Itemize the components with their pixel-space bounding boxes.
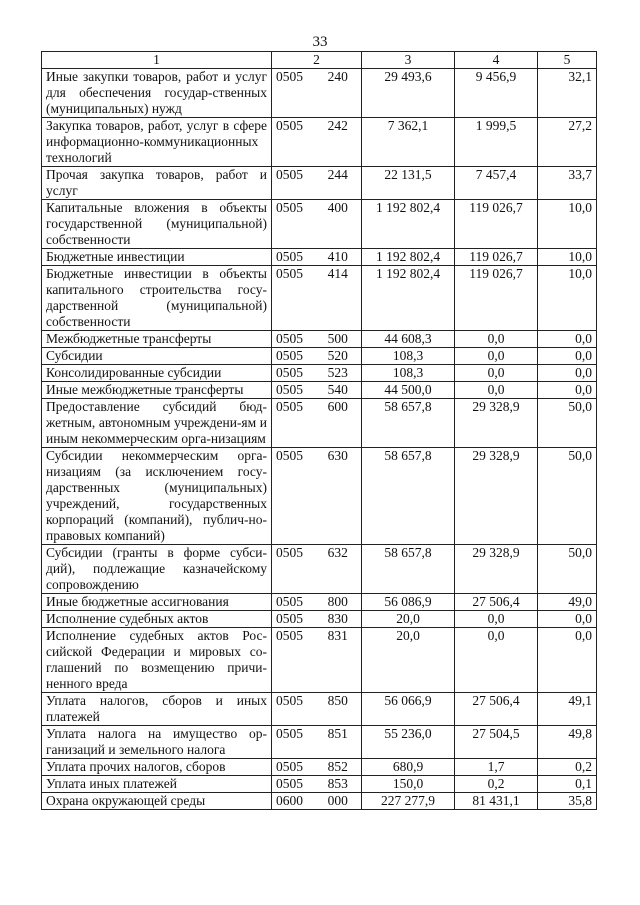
row-section: 0505 <box>272 249 315 266</box>
row-col5-percent: 0,0 <box>538 628 597 693</box>
row-expense-code: 852 <box>315 759 362 776</box>
column-number-row <box>42 52 597 69</box>
row-col4-value: 27 504,5 <box>455 726 538 759</box>
row-expense-code: 851 <box>315 726 362 759</box>
row-col4-value: 9 456,9 <box>455 69 538 118</box>
row-col3-value: 22 131,5 <box>362 167 455 200</box>
row-name: Уплата налогов, сборов и иных платежей <box>42 693 272 726</box>
row-col4-value: 29 328,9 <box>455 448 538 545</box>
row-section: 0505 <box>272 611 315 628</box>
table-row <box>42 611 597 628</box>
row-expense-code: 800 <box>315 594 362 611</box>
row-expense-code: 523 <box>315 365 362 382</box>
row-col5-percent: 10,0 <box>538 266 597 331</box>
column-header-2: 2 <box>272 52 362 69</box>
row-col5-percent: 27,2 <box>538 118 597 167</box>
row-name: Бюджетные инвестиции в объекты капитального строительства госу-дарственной (муниципальной) собственности <box>42 266 272 331</box>
row-section: 0505 <box>272 382 315 399</box>
row-name: Предоставление субсидий бюд-жетным, автономным учреждени-ям и иным некоммерческим орга-низациям <box>42 399 272 448</box>
row-section: 0505 <box>272 594 315 611</box>
row-col4-value: 0,0 <box>455 382 538 399</box>
column-header-3: 3 <box>362 52 455 69</box>
row-expense-code: 540 <box>315 382 362 399</box>
row-name: Охрана окружающей среды <box>42 793 272 810</box>
row-col3-value: 44 608,3 <box>362 331 455 348</box>
row-col5-percent: 49,8 <box>538 726 597 759</box>
row-col3-value: 1 192 802,4 <box>362 249 455 266</box>
row-name: Иные закупки товаров, работ и услуг для обеспечения государ-ственных (муниципальных) нужд <box>42 69 272 118</box>
row-col3-value: 20,0 <box>362 611 455 628</box>
row-name: Прочая закупка товаров, работ и услуг <box>42 167 272 200</box>
row-name: Иные бюджетные ассигнования <box>42 594 272 611</box>
row-name: Капитальные вложения в объекты государственной (муниципальной) собственности <box>42 200 272 249</box>
row-expense-code: 520 <box>315 348 362 365</box>
row-section: 0505 <box>272 776 315 793</box>
table-row <box>42 448 597 545</box>
row-col5-percent: 0,0 <box>538 348 597 365</box>
row-name: Уплата прочих налогов, сборов <box>42 759 272 776</box>
table-row <box>42 628 597 693</box>
row-section: 0505 <box>272 399 315 448</box>
row-col3-value: 29 493,6 <box>362 69 455 118</box>
row-section: 0505 <box>272 167 315 200</box>
row-col5-percent: 0,0 <box>538 611 597 628</box>
row-col4-value: 1 999,5 <box>455 118 538 167</box>
table-row <box>42 594 597 611</box>
row-section: 0505 <box>272 726 315 759</box>
table-row <box>42 200 597 249</box>
row-col3-value: 108,3 <box>362 365 455 382</box>
row-col5-percent: 50,0 <box>538 545 597 594</box>
row-section: 0505 <box>272 331 315 348</box>
table-row <box>42 69 597 118</box>
table-row <box>42 793 597 810</box>
row-col3-value: 227 277,9 <box>362 793 455 810</box>
row-col5-percent: 0,0 <box>538 365 597 382</box>
table-row <box>42 365 597 382</box>
column-header-5: 5 <box>538 52 597 69</box>
row-section: 0505 <box>272 545 315 594</box>
row-col3-value: 58 657,8 <box>362 399 455 448</box>
row-expense-code: 632 <box>315 545 362 594</box>
row-col3-value: 108,3 <box>362 348 455 365</box>
row-name: Исполнение судебных актов Рос-сийской Федерации и мировых со-глашений по возмещению причи-ненного вреда <box>42 628 272 693</box>
row-col5-percent: 32,1 <box>538 69 597 118</box>
row-name: Уплата налога на имущество ор-ганизаций и земельного налога <box>42 726 272 759</box>
row-col3-value: 150,0 <box>362 776 455 793</box>
row-section: 0505 <box>272 448 315 545</box>
table-row <box>42 693 597 726</box>
row-name: Консолидированные субсидии <box>42 365 272 382</box>
row-expense-code: 244 <box>315 167 362 200</box>
column-header-1: 1 <box>42 52 272 69</box>
row-col5-percent: 0,2 <box>538 759 597 776</box>
table-row <box>42 348 597 365</box>
table-row <box>42 776 597 793</box>
table-row <box>42 167 597 200</box>
row-section: 0505 <box>272 118 315 167</box>
row-col4-value: 7 457,4 <box>455 167 538 200</box>
table-row <box>42 382 597 399</box>
row-col3-value: 680,9 <box>362 759 455 776</box>
row-col4-value: 29 328,9 <box>455 545 538 594</box>
row-col4-value: 119 026,7 <box>455 266 538 331</box>
table-row <box>42 118 597 167</box>
row-col3-value: 44 500,0 <box>362 382 455 399</box>
table-row <box>42 266 597 331</box>
row-name: Уплата иных платежей <box>42 776 272 793</box>
row-col5-percent: 50,0 <box>538 399 597 448</box>
row-name: Закупка товаров, работ, услуг в сфере информационно-коммуникационных технологий <box>42 118 272 167</box>
row-expense-code: 414 <box>315 266 362 331</box>
row-expense-code: 240 <box>315 69 362 118</box>
row-section: 0505 <box>272 365 315 382</box>
row-col5-percent: 33,7 <box>538 167 597 200</box>
row-col5-percent: 35,8 <box>538 793 597 810</box>
row-section: 0505 <box>272 759 315 776</box>
row-section: 0505 <box>272 348 315 365</box>
table-row <box>42 545 597 594</box>
row-col3-value: 1 192 802,4 <box>362 266 455 331</box>
table-body <box>42 69 597 810</box>
row-col4-value: 0,0 <box>455 331 538 348</box>
row-name: Субсидии (гранты в форме субси-дий), подлежащие казначейскому сопровождению <box>42 545 272 594</box>
row-col3-value: 58 657,8 <box>362 448 455 545</box>
row-col5-percent: 50,0 <box>538 448 597 545</box>
row-expense-code: 600 <box>315 399 362 448</box>
row-expense-code: 831 <box>315 628 362 693</box>
row-col3-value: 55 236,0 <box>362 726 455 759</box>
row-col5-percent: 0,0 <box>538 382 597 399</box>
row-col4-value: 0,0 <box>455 628 538 693</box>
row-col3-value: 1 192 802,4 <box>362 200 455 249</box>
row-expense-code: 500 <box>315 331 362 348</box>
row-expense-code: 830 <box>315 611 362 628</box>
row-expense-code: 850 <box>315 693 362 726</box>
row-col5-percent: 0,0 <box>538 331 597 348</box>
row-col5-percent: 0,1 <box>538 776 597 793</box>
row-section: 0505 <box>272 693 315 726</box>
row-col3-value: 56 086,9 <box>362 594 455 611</box>
table-row <box>42 726 597 759</box>
row-col3-value: 56 066,9 <box>362 693 455 726</box>
row-name: Исполнение судебных актов <box>42 611 272 628</box>
row-section: 0600 <box>272 793 315 810</box>
table-row <box>42 759 597 776</box>
row-col5-percent: 49,1 <box>538 693 597 726</box>
row-section: 0505 <box>272 200 315 249</box>
row-col5-percent: 49,0 <box>538 594 597 611</box>
row-col3-value: 7 362,1 <box>362 118 455 167</box>
row-col4-value: 1,7 <box>455 759 538 776</box>
row-name: Иные межбюджетные трансферты <box>42 382 272 399</box>
table-row <box>42 331 597 348</box>
row-expense-code: 400 <box>315 200 362 249</box>
row-name: Межбюджетные трансферты <box>42 331 272 348</box>
row-col4-value: 27 506,4 <box>455 594 538 611</box>
row-name: Субсидии некоммерческим орга-низациям (за исключением госу-дарственных (муниципальных) учреждений, государственных корпораций (компаний), публич-но-правовых компаний) <box>42 448 272 545</box>
row-expense-code: 853 <box>315 776 362 793</box>
row-section: 0505 <box>272 266 315 331</box>
row-col4-value: 29 328,9 <box>455 399 538 448</box>
page-number: 33 <box>312 34 328 50</box>
row-col4-value: 27 506,4 <box>455 693 538 726</box>
row-col4-value: 119 026,7 <box>455 200 538 249</box>
column-header-4: 4 <box>455 52 538 69</box>
table-row <box>42 249 597 266</box>
row-col5-percent: 10,0 <box>538 200 597 249</box>
row-col5-percent: 10,0 <box>538 249 597 266</box>
table-row <box>42 399 597 448</box>
row-expense-code: 410 <box>315 249 362 266</box>
row-section: 0505 <box>272 69 315 118</box>
row-col3-value: 20,0 <box>362 628 455 693</box>
row-col4-value: 0,2 <box>455 776 538 793</box>
row-name: Субсидии <box>42 348 272 365</box>
row-expense-code: 000 <box>315 793 362 810</box>
row-col4-value: 81 431,1 <box>455 793 538 810</box>
row-expense-code: 630 <box>315 448 362 545</box>
row-col4-value: 0,0 <box>455 365 538 382</box>
row-col4-value: 0,0 <box>455 348 538 365</box>
row-section: 0505 <box>272 628 315 693</box>
row-col4-value: 0,0 <box>455 611 538 628</box>
budget-table <box>41 51 597 810</box>
row-col4-value: 119 026,7 <box>455 249 538 266</box>
row-name: Бюджетные инвестиции <box>42 249 272 266</box>
row-expense-code: 242 <box>315 118 362 167</box>
row-col3-value: 58 657,8 <box>362 545 455 594</box>
